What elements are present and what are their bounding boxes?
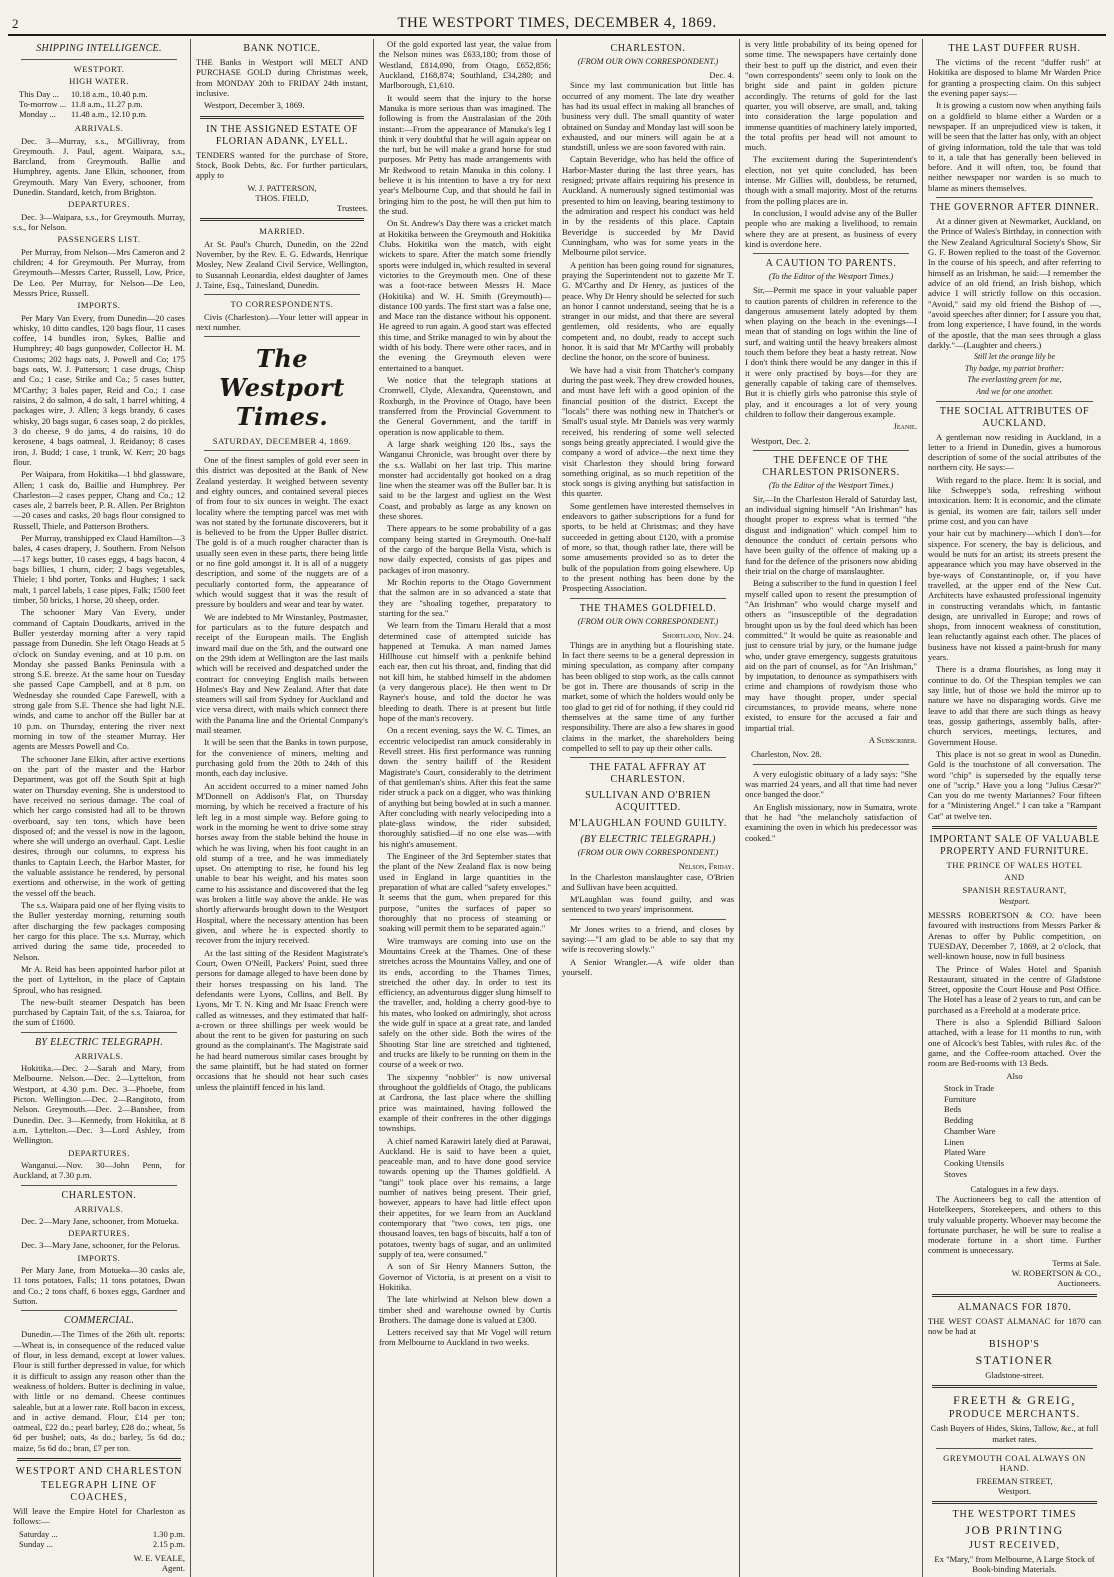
married-heading: MARRIED. <box>259 226 305 237</box>
sale-text: The Auctioneers beg to call the attention of Hotelkeepers, Storekeepers, and others to this truly valuable property. Whoever may become the fortunate purchaser, he will be sure to realise a moderate fortune in a short time. Further comment is unnecessary. <box>928 1193 1101 1256</box>
correspondents-text: Civis (Charleston).—Your letter will appear in next number. <box>196 311 368 332</box>
news-paragraph: It is growing a custom now when anything fails on a goldfield to blame either a Warden or a newspaper. If an unprejudiced view is taken, it will be seen that the latter has only, with an object of giving information, told the tale that was told to it, a tale that has generally been believed in before. And it will often, too, be found that neither newspaper nor warden is so much to blame as miners themselves. <box>928 100 1101 193</box>
telegraph-arrivals: Hokitika.—Dec. 2—Sarah and Mary, from Melbourne. Nelson.—Dec. 2—Lyttelton, from Westport, at 4.30 p.m. Dec. 3—Phoebe, from Picton. Wellington.—Dec. 2—Rangitoto, from Nelson. Greymouth.—Dec. 2—Banshee, from Dunedin. Dec. 3—Kennedy, from Hokitika, at 8 a.m. Lyttelton.—Dec. 3—Lord Ashley, from Wellington. <box>13 1063 185 1146</box>
editorial-paragraph: One of the finest samples of gold ever seen in this district was deposited at the Bank of New Zealand yesterday. It weighed between seventy and eighty ounces, and contained several pieces of from four to six ounces in weight. The exact locality where the tempting parcel was met with was not stated by the fortunate discoverers, but it is believed to be from the Upper Buller district. The gold is of a much rougher character than is usually seen even in these parts, there being little or no fine gold amongst it. It is all of a nuggety description, and some of the nuggets are of a peculiarly contorted form, the appearance of which would suggest that it was the result of pressure by boulders and wear and tear by water. <box>196 454 368 610</box>
imports-text: Per Mary Van Every, from Dunedin—20 cases whisky, 10 ditto candles, 120 bags flour, 11 cases coffee, 14 bundles iron, Sykes, Ballie and Humphrey; 40 bags gunpowder, Collector H. M. Customs; 202 bags oats, J. Powell and Co; 175 bags oats, W. J. Patterson; 1 case drugs, Chisp and Co.; 1 case, Strike and Co.; 5 cases butter, M'Carthy; 3 bales paper, Reid and Co.; 1 case raisins, 2 do salmon, 4 do salt, 1 barrel whiting, 4 packages wire, J. Allen; 3 kegs brandy, 6 cases whisky, 20 bags sugar, 6 cases soap, 2 do pickles, 3 do cheese, 9 do jams, 4 do raisins, 10 do kerosene, 4 bags oatmeal, J. Reidanoy; 8 cases iron, J. Budd; 1 case, 1 trunk, W. Kerr; 20 bags flour. <box>13 312 185 467</box>
produce-text: Cash Buyers of Hides, Skins, Tallow, &c., at full market rates. <box>930 1423 1099 1444</box>
shipping-heading: SHIPPING INTELLIGENCE. <box>36 43 162 54</box>
sale-item: Cooking Utensils <box>944 1158 1004 1169</box>
coach-advert-title: WESTPORT AND CHARLESTON <box>15 1466 183 1478</box>
telegraph-heading: BY ELECTRIC TELEGRAPH. <box>35 1036 163 1048</box>
coal-location: Westport. <box>998 1485 1031 1496</box>
verse-line: The everlasting green for me, <box>967 375 1062 385</box>
coach-advert-signature: W. E. VEALE, <box>133 1553 185 1564</box>
departures-heading: DEPARTURES. <box>68 1147 130 1158</box>
news-paragraph: A very eulogistic obituary of a lady says: "She was married 24 years, and all that time had never once banged the door." <box>745 768 917 800</box>
coach-advert-subtitle: TELEGRAPH LINE OF COACHES, <box>41 1480 157 1504</box>
departures-text: Dec. 3—Waipara, s.s., for Greymouth. Murray, s.s., for Nelson. <box>13 211 185 232</box>
sale-item: Beds <box>944 1104 962 1115</box>
auctioneer-role: Auctioneers. <box>1057 1278 1101 1289</box>
correspondent-line: (FROM OUR OWN CORRESPONDENT.) <box>577 848 719 858</box>
estate-text: TENDERS wanted for the purchase of Store, Stock, Book Debts, &c. For further particulars, apply to <box>196 149 368 181</box>
arrivals-heading: ARRIVALS. <box>74 123 124 134</box>
sale-item: Linen <box>944 1136 965 1147</box>
coach-day: Sunday ... <box>19 1538 53 1549</box>
trustee-role: Trustees. <box>337 203 368 214</box>
news-paragraph: There appears to be some probability of a gas company being started in Greymouth. One-half of the cargo of the barque Bella Vista, which is now daily expected, consists of gas pipes and packages of iron masonry. <box>379 523 551 575</box>
news-paragraph: The Engineer of the 3rd September states that the plant of the New Zealand flax is now being used in England in large quantities in the preparation of what are called "safety envelopes." It seems that the gum, when prepared for this purpose, "unites the surfaces of paper so thoroughly that no process of steaming or soaking will permit them to be separated again." <box>379 851 551 934</box>
news-paragraph: In conclusion, I would advise any of the Buller people who are making a livelihood, to remain where they are at present, as business of every kind is overdone here. <box>745 208 917 249</box>
sale-item: Chamber Ware <box>944 1125 996 1136</box>
dateline: Nelson, Friday. <box>678 861 734 872</box>
job-printing-label: JOB PRINTING <box>965 1523 1064 1538</box>
editor-line: (To the Editor of the Westport Times.) <box>768 480 894 490</box>
hotel-location: Westport. <box>998 897 1031 906</box>
hotel-name: THE PRINCE OF WALES HOTEL <box>946 860 1083 871</box>
news-paragraph: A son of Sir Henry Manners Sutton, the Governor of Victoria, is at present on a visit to Hokitika. <box>379 1261 551 1292</box>
tide-time: 10.18 a.m., 10.40 p.m. <box>71 88 148 99</box>
departures-heading: DEPARTURES. <box>68 1228 130 1239</box>
news-paragraph: M'Laughlan was found guilty, and was sentenced to two years' imprisonment. <box>562 894 734 915</box>
columns <box>8 39 1106 1574</box>
news-paragraph: Captain Beveridge, who has held the office of Harbor-Master during the last three years, has resigned; private affairs requiring his presence in Auckland. A numerously signed testimonial was presented to him on leaving, bearing testimony to the admiration and respect his conduct was held in by the residents of this place. Captain Beveridge is succeeded by Mr David Cunningham, who was for some years in the Melbourne pilot service. <box>562 154 734 258</box>
news-paragraph: Wire tramways are coming into use on the Mountains Creek at the Thames. One of these stretches across the Mountains Valley, and one of its ends, according to the Thames Times, stretched the other day. In order to test its efficiency, an adventurous digger slung himself to the traveller, and, holding a cherry good-bye to his mates, who looked on admiringly, shot across the wide gulf in space at a great rate, and landed safely on the other side. Both the wires of the Shooting Star line are stretched and tightened, and trucks are likely to be running on them in the course of a week or two. <box>379 935 551 1070</box>
shipping-paragraph: The new-built steamer Despatch has been purchased by Captain Tait, of the s.s. Taiaroa, for the sum of £1600. <box>13 996 185 1028</box>
verse-line: And we for one another. <box>976 386 1053 396</box>
sale-heading: IMPORTANT SALE OF VALUABLE PROPERTY AND FURNITURE. <box>929 834 1100 858</box>
auctioneer-name: W. ROBERTSON & CO., <box>1011 1268 1101 1279</box>
charleston-news-heading: CHARLESTON. <box>610 43 686 54</box>
coal-address: FREEMAN STREET, <box>976 1475 1053 1486</box>
high-water-heading: HIGH WATER. <box>69 76 129 87</box>
duffer-heading: THE LAST DUFFER RUSH. <box>948 43 1081 54</box>
sale-also: Also <box>1006 1070 1023 1081</box>
letter-paragraph: Sir,—In the Charleston Herald of Saturday last, an individual signing himself "An Irishman" has thought proper to express what is termed "the disgust and indignation" which compel him to denounce the conduct of certain persons who have been guilty of the offence of making up a fund for the defence of the prisoners now abiding their trial on the charge of manslaughter. <box>745 493 917 577</box>
sale-item: Stoves <box>944 1168 967 1179</box>
editorial-paragraph: It will be seen that the Banks in town purpose, for the convenience of miners, melting and purchasing gold from the 20th to 24th of this month, each day inclusive. <box>196 737 368 779</box>
news-paragraph: A large shark weighing 120 lbs., says the Wanganui Chronicle, was brought over there by the s.s. Wallabi on her last trip. This marine monster had accidentally got hooked on a drag line when the steamer was off the Buller bar. It is said to be the largest and ugliest on the West Coast, and probably as large as any known on these shores. <box>379 438 551 522</box>
editorial-paragraph: We are indebted to Mr Winstanley, Postmaster, for particulars as to the future despatch and receipt of the European mails. The English inward mail due on the 5th, and the outward one on the 29th idem at Wellington are the last mails which will be received and despatched under the contract for conveying English mails between Holmes's Bay and New Zealand. After that date steamers will sail from Sydney for Auckland and vice versa direct, with mails which connect there with the Panama line and the Oriental Company's mail steamer. <box>196 611 368 736</box>
passengers-text: Per Murray, from Nelson—Mrs Cameron and 2 children; 4 for Greymouth. Per Murray, from Greymouth—Messrs Carter, Russell, Low, Price, De Leo. Per Murray, for Nelson—De Leo, Messrs Price, Russell. <box>13 246 185 298</box>
almanac-text: THE WEST COAST ALMANAC for 1870 can now be had at <box>928 1315 1101 1336</box>
news-paragraph: The victims of the recent "duffer rush" at Hokitika are disposed to blame Mr Warden Price for granting a prospecting claim. On this subject the evening paper says:— <box>928 57 1101 98</box>
telegraph-line: (BY ELECTRIC TELEGRAPH.) <box>580 834 716 846</box>
news-paragraph: In the Charleston manslaughter case, O'Brien and Sullivan have been acquitted. <box>562 871 734 892</box>
tide-time: 11.8 a.m., 11.27 p.m. <box>71 98 143 109</box>
arrivals-heading: ARRIVALS. <box>74 1203 124 1214</box>
column-1 <box>8 39 191 1577</box>
stationer-label: STATIONER <box>975 1353 1054 1368</box>
letter-paragraph: Being a subscriber to the fund in question I feel myself called upon to resent the presumption of "An Irishman" who would charge myself and others as "insusceptible of the degradation brought upon us by the foul deed which has been committed." It would be quite as reasonable and just to censure trial by jury, or the humane judge who, under grave emergency, suggests gratuitous aid on the part of counsel, as for "An Irishman," by imputation, to denounce as sympathisers with crime and champions of rowdyism those who may have thought proper, under special circumstances, to provide means, where none existed, to ensure for the accused a fair and impartial trial. <box>745 578 917 733</box>
acquitted-heading: SULLIVAN AND O'BRIEN ACQUITTED. <box>585 790 711 814</box>
letter-dated: Westport, Dec. 2. <box>751 435 811 446</box>
column-2 <box>191 39 374 1577</box>
caution-heading: A CAUTION TO PARENTS. <box>765 258 897 270</box>
dateline: Dec. 4. <box>709 69 734 80</box>
tide-time: 11.48 a.m., 12.10 p.m. <box>71 109 148 119</box>
bishop-name: BISHOP'S <box>989 1339 1040 1351</box>
arrivals-heading: ARRIVALS. <box>74 1050 124 1061</box>
letter-signature: A Subscriber. <box>868 735 917 746</box>
news-paragraph: The sixpenny "nobbler" is now universal throughout the goldfields of Otago, the publicans at Cardrona, the last place where the shilling price was maintained, having followed the example of their confreres in the other diggings townships. <box>379 1071 551 1134</box>
stationer-address: Gladstone-street. <box>985 1369 1044 1380</box>
job-printing-title: THE WESTPORT TIMES <box>952 1509 1077 1521</box>
catalogues-note: Catalogues in a few days. <box>970 1183 1059 1194</box>
news-paragraph: The excitement during the Superintendent's election, not yet quite concluded, has been intense. Mr Gillies will, doubtless, be returned, though with a small majority. Most of the returns from the polling places are in. <box>745 154 917 206</box>
social-heading: THE SOCIAL ATTRIBUTES OF AUCKLAND. <box>939 405 1090 429</box>
news-paragraph: An English missionary, now in Sumatra, wrote that he had "the melancholy satisfaction of examining the oven in which his predecessor was cooked." <box>745 801 917 843</box>
coach-advert-body: Will leave the Empire Hotel for Charleston as follows:— <box>13 1506 185 1527</box>
guilty-heading: M'LAUGHLAN FOUND GUILTY. <box>569 818 727 830</box>
coal-heading: GREYMOUTH COAL ALWAYS ON HAND. <box>943 1453 1086 1474</box>
news-paragraph: A chief named Karawiri lately died at Parawai, Auckland. He is said to have been a quiet, peaceable man, and to have done good service towards opening up the Thames goldfield. A "tangi" took place over his remains, a large number of natives being present. Their grief, however, appears to have had little effect upon their appetites, for we learn from an Auckland contemporary that "two cows, ten pigs, one thousand loaves, ten bags of biscuits, half a ton of potatoes, twenty bags of sugar, and an unlimited supply of tea, were consumed." <box>379 1135 551 1259</box>
job-printing-text: Ex "Mary," from Melbourne, A Large Stock of Book-binding Materials. <box>934 1553 1095 1574</box>
westport-heading: WESTPORT. <box>73 64 125 74</box>
news-paragraph: On a recent evening, says the W. C. Times, an eccentric velocipedist ran amuck considerably in Revell street. His first performance was running down the sentry bailiff of the Resident Magistrate's Court, considerably to the detriment of that gentleman's shins. After this feat the same rider struck a pack on a digger, who was thinking of anything but being bowled at in such a manner. After concluding with nearly velocipeding into a plate-glass window, the rider subsided, thoroughly satisfied—if no one else was—with his night's amusement. <box>379 725 551 849</box>
coach-advert-role: Agent. <box>161 1563 185 1574</box>
letter-paragraph: Sir,—Permit me space in your valuable paper to caution parents of children in reference to the dangerous amusement lately adopted by them when playing on the beach in the evenings—I mean that of standing on logs within the line of surf, and waiting until the heavy breakers almost touch them before they beat a hasty retreat. Now I don't think there would be any danger in this if it were only practised by boys—for they are generally capable of taking care of themselves. But it is chiefly girls who patronise this style of play, and it encourages a lot of very young children to follow their dangerous example. <box>745 285 917 419</box>
editorial-paragraph: At the last sitting of the Resident Magistrate's Court, Owen O'Neill, Packers' Point, sued three persons for damage alleged to have been done by their horses trespassing on his land. The defendants were Lyons, Collins, and Bell. By Lyons, Mr T. N. King and Mr Isaac French were called as witnesses, and they estimated that half-a-crown or three shillings per week would be about the rent to be given for pasturing on such ground as the complainant's. The Magistrate said he had heard numerous similar cases brought by the same plaintiff, but he had stated on former occasions that he should not hear such cases unless the plaintiff fenced in his land. <box>196 947 368 1092</box>
sale-text: The Prince of Wales Hotel and Spanish Restaurant, situated in the centre of Gladstone Street, opposite the Court House and Post Office. The Hotel has a lease of 2 years to run, and can be purchased as a Freehold at a moderate price. <box>928 963 1101 1015</box>
correspondent-line: (FROM OUR OWN CORRESPONDENT.) <box>577 57 719 66</box>
sale-terms: Terms at Sale. <box>1052 1257 1101 1268</box>
editorial-paragraph: An accident occurred to a miner named John M'Donnell on Addison's Flat, on Thursday morning, by which he received a fracture of his left leg in a most simple way. Before going to work in the morning he went to drive some stray horses away from the stable behind the house in which he was living, when his foot caught in an old stump of a tree, and he was immediately upset. On attempting to rise, he found his leg unable to bear his weight, and his mates soon came to his assistance and discovered that the leg was broken a little way above the ankle. He was shortly afterwards brought down to the Westport Hospital, where the necessary attention has been given, and where he is expected shortly to recover from the injury received. <box>196 780 368 946</box>
thames-heading: THE THAMES GOLDFIELD. <box>579 602 717 614</box>
news-paragraph: We notice that the telegraph stations at Cromwell, Clyde, Alexandra, Queenstown, and Roxburgh, in the Province of Otago, have been transferred from the Provincial Government to the General Government, and the tariff in operation is now applicable to them. <box>379 375 551 437</box>
editor-line: (To the Editor of the Westport Times.) <box>768 272 894 282</box>
charleston-imports: Per Mary Jane, from Motueka—30 casks ale, 11 tons potatoes, Falls; 11 tons potatoes, Dwan and Co.; 2 tons chaff, 6 boxes eggs, Gardner and Sutton. <box>13 1265 185 1306</box>
verse-line: Still let the orange lily be <box>973 352 1056 362</box>
sale-item: Stock in Trade <box>944 1082 995 1093</box>
news-paragraph: is very little probability of its being opened for some time. The newspapers have certainly done their best to puff up the district, and even their "own correspondents" seem only to look on the bright side and paint in golden picture accordingly. The returns of gold for the last quarter, you will observe, are small, and, taking into consideration the large population and immense quantities of machinery lately imported, the total profits per head will not amount to much. <box>745 39 917 153</box>
sale-text: MESSRS ROBERTSON & CO. have been favoured with instructions from Messrs Parker & Arenas to offer by Public competition, on TUESDAY, December 7, 1869, at 2 o'clock, that well-known house, now in full business <box>928 909 1101 962</box>
news-paragraph: Things are in anything but a flourishing state. In fact there seems to be a general depression in mining speculation, as company after company has been obliged to stop work, as the calls cannot be got in. There are thousands of scrip in the market, some of which the holders would only be too glad to get rid of for nothing, if they could rid themselves at the same time of any further responsibility. There are also a few shares in good claims in the market, the shareholders being compelled to sell to pay up their other calls. <box>562 639 734 753</box>
news-paragraph: Letters received say that Mr Vogel will return from Melbourne to Auckland in two weeks. <box>379 1327 551 1348</box>
hotel-and: AND <box>1004 872 1025 883</box>
news-paragraph: A gentleman now residing in Auckland, in a letter to a friend in Dunedin, gives a humorous description of some of the social attributes of the northern city. He says:— <box>928 431 1101 473</box>
news-paragraph: A petition has been going round for signatures, praying the Superintendent not to gazette Mr T. G. M'Carthy and Dr Henry, as justices of the peace. Why Dr Henry should be selected for such an honor I cannot understand, seeing that he is a stranger in our midst, and that there are several gentlemen, old residents, who are equally competent and, no doubt, ready to accept such honor. It is said that Mr M'Carthy will probably decline the honor, on the score of business. <box>562 259 734 363</box>
coach-day: Saturday ... <box>19 1528 58 1539</box>
shipping-paragraph: The s.s. Waipara paid one of her flying visits to the Buller yesterday morning, returning south after discharging the few packages composing her cargo for this place. The s.s. Murray, which arrived during the same tide, proceeded to Nelson. <box>13 900 185 962</box>
coach-times <box>19 1529 185 1549</box>
news-paragraph: This place is not so great in wool as Dunedin. Gold is the touchstone of all conversation. The word "chip" is superseded by the equally terse one of "scrip." Have you a long "Julius Cæsar?" Can you do me twenty Mariannes? Four fifteen for a "Ministering Angel." I can take a "Rampant Cat" at twelve ten. <box>928 748 1101 821</box>
news-paragraph: With regard to the place. Item: It is social, and like Schweppe's soda, refreshing without intoxication. Item: It is economic, and the climate is genial, its women are fair, tailors sell under prime cost, and you can have <box>928 474 1101 526</box>
column-5 <box>740 39 923 1577</box>
commercial-heading: COMMERCIAL. <box>63 1315 135 1327</box>
sale-item: Bedding <box>944 1115 974 1126</box>
news-paragraph: At a dinner given at Newmarket, Auckland, on the Prince of Wales's Birthday, in connection with the New Zealand Agricultural Society's Show, Sir G. F. Bowen replied to the toast of the Governor. In the course of his speech, and after referring to himself as an Irishman, he said:—I remember the advice of an old friend, an Irish bishop, which advice I will strictly follow on this occasion. "Avoid," said my old friend the Bishop of —, "avoid speeches after dinner; for I assure you that, from long experience, I have found, in the words of the apostle, that the man sees through a glass darkly."—(Laughter and cheers.) <box>928 216 1101 350</box>
married-text: At St. Paul's Church, Dunedin, on the 22nd November, by the Rev. E. G. Edwards, Henrique Mosley, New Zealand Civil Service, Wellington, to Susannah Leonardia, eldest daughter of James J. Taine, Esq., Tainesland, Dunedin. <box>196 238 368 290</box>
trustee-name: THOS. FIELD, <box>255 192 309 203</box>
newspaper-nameplate: The Westport Times. <box>219 344 345 431</box>
news-paragraph: Of the gold exported last year, the value from the Nelson mines was £633,180; from those of Westland, £814,090, from Otago, £652,856; Auckland, £168,874; Southland, £34,280; and Marlborough, £1,610. <box>379 39 551 91</box>
sale-items <box>944 1083 1101 1180</box>
charleston-heading: CHARLESTON. <box>61 1189 137 1201</box>
just-received: JUST RECEIVED, <box>968 1539 1061 1551</box>
news-paragraph: Mr Rochin reports to the Otago Government that the salmon are in so advanced a state that they are "shoaling together, preparatory to starting for the sea." <box>379 576 551 618</box>
charleston-departures: Dec. 3—Mary Jane, schooner, for the Pelorus. <box>21 1240 181 1251</box>
correspondent-line: (FROM OUR OWN CORRESPONDENT.) <box>577 616 719 626</box>
restaurant-name: SPANISH RESTAURANT, <box>962 884 1067 895</box>
bank-notice-text: THE Banks in Westport will MELT AND PURCHASE GOLD during Christmas week, from MONDAY 20th to FRIDAY 24th instant, inclusive. <box>196 57 368 98</box>
tide-day: To-morrow ... <box>19 98 67 109</box>
tide-table <box>19 89 185 120</box>
masthead <box>8 6 1106 36</box>
news-paragraph: On St. Andrew's Day there was a cricket match at Hokitika between the Greymouth and Hokitika Clubs. Hokitika won the match, with eight wickets to spare. After the match some friendly sports were indulged in, which resulted in several victories to the Greymouth men. One of these was a foot-race between Messrs H. Mace (Hokitika) and W. H. Smith (Greymouth)—distance 100 yards. The first start was a false one, and Mace ran the distance without his opponent. He agreed to run again. A good start was effected this time, and Strike managed to win by about the width of his body. There were other races, and in the evening the Greymouth eleven were entertained to a banquet. <box>379 218 551 373</box>
coach-time: 2.15 p.m. <box>152 1538 185 1549</box>
trustee-name: W. J. PATTERSON, <box>247 182 317 193</box>
sale-text: There is also a Splendid Billiard Saloon attached, with a lease for 11 months to run, with one of Alcock's best Tables, with rules &c. of the game, and the Coffee-room attached. Over the room are Bed-rooms with 13 Beds. <box>928 1017 1101 1069</box>
commercial-text: Dunedin.—The Times of the 26th ult. reports:—Wheat is, in consequence of the reduced value of flour, in less demand, except at lower values. Flour is still further depressed in value, for which it is difficult to assign any reason other than the weakness of holders. Butter is declining in value, with little or no demand. Cheese continues saleable, but at a lower rate. Roll bacon in excess, and in active demand. Flour, £14 per ton; oatmeal, £22 do.; pearl barley, £28 do.; wheat, 5s 6d per bushel; oats, 4s do.; barley, 5s 6d do.; maize, 5s 6d do.; bran, £7 per ton. <box>13 1329 185 1453</box>
imports-heading: IMPORTS. <box>77 300 121 311</box>
column-4 <box>557 39 740 1577</box>
sale-item: Plated Ware <box>944 1147 986 1158</box>
news-paragraph: Mr Jones writes to a friend, and closes by saying:—"I am glad to be able to say that my wife is recovering slowly." <box>562 923 734 955</box>
news-paragraph: The late whirlwind at Nelson blew down a timber shed and warehouse owned by Curtis Brothers. The damage done is valued at £300. <box>379 1294 551 1325</box>
column-3 <box>374 39 557 1577</box>
governor-heading: THE GOVERNOR AFTER DINNER. <box>929 202 1100 214</box>
verse-line: Thy badge, my patriot brother: <box>964 363 1065 373</box>
letter-dated: Charleston, Nov. 28. <box>751 749 822 760</box>
almanac-heading: ALMANACS FOR 1870. <box>957 1301 1072 1313</box>
news-paragraph: A Senior Wrangler.—A wife older than yourself. <box>562 956 734 978</box>
departures-heading: DEPARTURES. <box>68 199 130 210</box>
news-paragraph: Some gentlemen have interested themselves in endeavors to gather subscriptions for a fund for sports, to be held at Christmas; and they have succeeded in getting about £120, with a promise of more, so that, though rather late, there will be some amusements provided so as to deter the bulk of the population from going elsewhere. Up to the present nothing has been done by the Prospecting Association. <box>562 500 734 594</box>
imports-text: Per Murray, transhipped ex Claud Hamilton—3 bales, 4 cases drapery, J. Southern. From Nelson—17 kegs butter, 10 cases eggs, 4 bags bacon, 4 bags billies, 1 churn, cider; 2 bags vegetables, Thiele; 1 bhd porter, Tonks and Hughes; 1 sack malt, 1 parcel labels, 1 case pipes, Falk; 1500 feet timber, 50 bricks, 1 horse, 20 sheep, order. <box>13 533 185 605</box>
letter-signature: Jeanie. <box>893 421 917 432</box>
passengers-heading: PASSENGERS LIST. <box>57 234 141 245</box>
shipping-paragraph: The schooner Mary Van Every, under command of Captain Doudkarts, arrived in the Buller yesterday morning after a very rapid passage from Dunedin. She left Otago Heads at 5 o'clock on Sunday evening, and at 10 p.m. on Monday she passed Banks Peninsula with a strong S.E. breeze. At the same hour on Tuesday she passed Cape Campbell, and at 8 p.m. on Wednesday she rounded Cape Farewell, with a strong gale from S.E. Thence she had light N.E. winds, and came to anchor off the Buller bar at 10 p.m. on Thursday, entering the river next morning in tow of the steamer Murray. Her agents are Messrs Powell and Co. <box>13 607 185 752</box>
arrivals-text: Dec. 3—Murray, s.s., M'Gillivray, from Greymouth. J. Paul, agent. Waipara, s.s., Barcland, from Greymouth. Ballie and Humphrey, agents. Jane Elkin, schooner, from Greymouth. Mary Van Every, schooner, from Dunedin. Standard, ketch, from Brighton. <box>13 135 185 198</box>
news-paragraph: It would seem that the injury to the horse Manuka is more serious than was imagined. The following is from the Australasian of the 20th instant:—From the appearance of Manuka's leg I think it very doubtful that he will again appear on the turf, but he will make a grand horse for stud purposes. Mr Petty has made arrangements with Mr Redwood to retain Manuka in this colony. I believe it is his intention to have a try for next year's Melbourne Cup, and that should he fail in bringing him to the post, he will then put him to the stud. <box>379 92 551 216</box>
estate-heading: IN THE ASSIGNED ESTATE OF FLORIAN ADANK, LYELL. <box>206 123 358 147</box>
tide-day: This Day ... <box>19 88 59 99</box>
issue-date: SATURDAY, DECEMBER 4, 1869. <box>212 435 352 446</box>
page-number: 2 <box>12 16 19 31</box>
bank-notice-date: Westport, December 3, 1869. <box>204 100 305 111</box>
coach-advert <box>13 1466 185 1574</box>
imports-heading: IMPORTS. <box>77 1252 121 1263</box>
news-paragraph: There is a drama flourishes, as long may it continue to do. Of the Thespian temples we can say little, but of those we hold the mirror up to nature we have no disparaging words. Give me leave to add that there are such things as heavy teas, gossip gatherings, assembly balls, after-church services, meetings, lectures, and Government House. <box>928 664 1101 747</box>
dateline: Shortland, Nov. 24. <box>662 629 734 640</box>
bank-notice-heading: BANK NOTICE. <box>243 43 321 54</box>
affray-heading: THE FATAL AFFRAY AT CHARLESTON. <box>589 762 707 786</box>
news-paragraph: We have had a visit from Thatcher's company during the past week. They drew crowded houses, and must have left with a good opinion of the financial position of the district. Except the "locals" there was nothing new in Thatcher's or Small's usual style. Mr Daniels was very warmly received, his rendering of some well selected songs being greatly appreciated. I would give the company a word of advice—the next time they visit Charleston they should bring forward something original, as so much repetition of the stock songs is giving anything but satisfaction in this quarter. <box>562 364 734 499</box>
sale-item: Furniture <box>944 1093 976 1104</box>
shipping-paragraph: Mr A. Reid has been appointed harbor pilot at the port of Lyttelton, in the place of Captain Sproul, who has resigned. <box>13 963 185 995</box>
freeth-greig-name: FREETH & GREIG, <box>953 1393 1076 1408</box>
news-paragraph: Since my last communication but little has occurred of any moment. The late dry weather has had its usual effect in making all branches of business very dull. The small quantity of water obtained on Sunday and Monday last will soon be exhausted, and our miners will again be at a standstill, unless we are soon favored with rain. <box>562 80 734 153</box>
correspondents-heading: TO CORRESPONDENTS. <box>230 299 334 310</box>
produce-heading: PRODUCE MERCHANTS. <box>948 1409 1081 1421</box>
tide-day: Monday ... <box>19 109 56 119</box>
masthead-title: THE WESTPORT TIMES, DECEMBER 4, 1869. <box>397 15 717 31</box>
defence-heading: THE DEFENCE OF THE CHARLESTON PRISONERS. <box>762 454 900 478</box>
column-6 <box>923 39 1106 1577</box>
coach-time: 1.30 p.m. <box>152 1528 185 1539</box>
imports-text: Per Waipara, from Hokitika—1 bhd glassware, Allen; 1 cask do, Baillie and Humphrey. Per Charleston—2 cases pepper, Chang and Co.; 12 cases ale, 2 barrels beer, P. R. Allen. Per Brighton—20 cases and casks, 20 bags flour consigned to Russell, Thiele, and Patterson Brothers. <box>13 469 185 531</box>
shipping-paragraph: The schooner Jane Elkin, after active exertions on the part of the master and the Harbor Department, was got off the South Spit at high water on Thursday evening. She is understood to have received no serious damage. The coal of which her cargo consisted had all to be thrown overboard, say ten tons, which have been disposed of; and the vessel is now in the lagoon, where she will undergo an overhaul. Capt. Leslie desires, through our columns, to express his thanks to Captain Leech, the Harbor Master, for the valuable assistance he rendered, by personal exertions and otherwise, in the work of getting the vessel off the beach. <box>13 753 185 898</box>
telegraph-departures: Wanganui.—Nov. 30—John Penn, for Auckland, at 7.30 p.m. <box>13 1159 185 1181</box>
news-paragraph: your hair cut by machinery—which I don't—for sixpence. For scenery, the bay is delicious, and would be nuts for an artist; its streets present the appearance which you may have observed in the bye-ways of Constantinople, or, if you have travelled, at the upper end of the New Cut. Architects have exhausted professional ingenuity in constructing verandahs which, in fantastic design, are unrivalled in Europe; and rows of shops, from innocent weakness of constitution, lean reluctantly against each other. The places of business have not kissed a paint-brush for many years. <box>928 528 1101 663</box>
charleston-arrivals: Dec. 2—Mary Jane, schooner, from Motueka. <box>21 1215 179 1226</box>
news-paragraph: We learn from the Timaru Herald that a most determined case of attempted suicide has happened at Temuka. A man named James Hillhouse cut himself with a penknife behind each ear, then cut his throat, and, finding that did not kill him, he stabbed himself in the abdomen (a very dangerous place). He then went to Dr Rayner's house, and told the doctor he was bleeding to death. There is at present but little hope of the man's recovery. <box>379 620 551 723</box>
